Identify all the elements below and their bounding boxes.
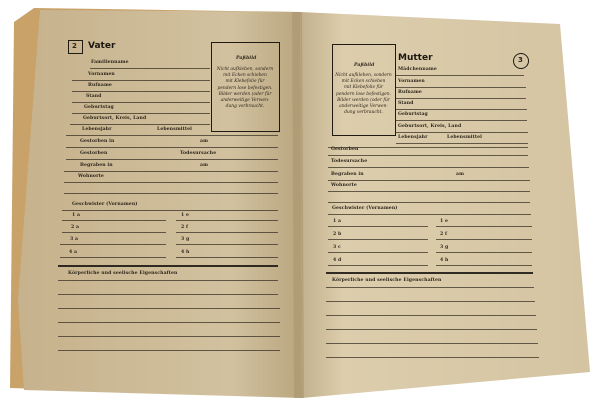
field-label-todesursache: Todesursache <box>180 151 217 156</box>
geschwister-2: 2 a <box>71 225 80 230</box>
geschwister-6: 2 f <box>440 232 448 237</box>
field-label-geburtsort: Geburtsort, Kreis, Land <box>83 116 147 121</box>
field-label-geburtsort: Geburtsort, Kreis, Land <box>398 124 462 129</box>
photo-box-text: Nicht aufkleben, sondern mit Ecken schieben mit Klebefolie für pendern lose befestigen. Bilder werden (oder für anderweitige Verwen- dung verbraucht. <box>335 73 392 116</box>
field-label-vornamen: Vornamen <box>398 79 425 84</box>
geschwister-label: Geschwister (Vornamen) <box>72 202 138 207</box>
geschwister-2: 2 b <box>333 232 342 237</box>
geschwister-4: 4 a <box>69 250 78 255</box>
geschwister-7: 3 g <box>440 245 449 250</box>
eigenschaften-label: Körperliche und seelische Eigenschaften <box>68 271 178 276</box>
field-label-lebensjahr: Lebensjahr <box>398 135 428 140</box>
geschwister-1: 1 a <box>333 219 342 224</box>
geschwister-5: 1 e <box>440 219 449 224</box>
field-label-gestorben-in: Gestorben in <box>80 139 115 144</box>
field-label-begraben-in: Begraben in <box>331 172 364 177</box>
field-label-stand: Stand <box>398 101 414 106</box>
field-label-begraben-in: Begraben in <box>80 163 113 168</box>
geschwister-1: 1 a <box>72 213 81 218</box>
page-number: 2 <box>72 42 77 50</box>
field-label-stand: Stand <box>86 94 102 99</box>
page-number: 3 <box>518 56 523 64</box>
field-label-gestorben-am: am <box>200 139 209 144</box>
geschwister-label: Geschwister (Vornamen) <box>332 206 398 211</box>
eigenschaften-label: Körperliche und seelische Eigenschaften <box>332 278 442 283</box>
geschwister-3: 3 c <box>333 245 341 250</box>
field-label-gestorben: Gestorben <box>80 151 108 156</box>
geschwister-4: 4 d <box>333 258 342 263</box>
field-label-rufname: Rufname <box>398 90 422 95</box>
section-divider <box>326 272 533 274</box>
field-label-lebensjahr: Lebensjahr <box>82 127 112 132</box>
photo-box-text: Nicht aufkleben, sondern mit Ecken schieben mit Klebefolie für pendern lose befestigen. Bilder werden (oder für anderweitige Verwen- dung verbraucht. <box>216 67 274 110</box>
geschwister-6: 2 f <box>181 225 189 230</box>
field-label-lebensmittel: Lebensmittel <box>447 135 482 140</box>
field-label-vornamen: Vornamen <box>88 72 115 77</box>
field-label-todesursache: Todesursache <box>331 159 368 164</box>
field-label-lebensmittel: Lebensmittel <box>157 127 192 132</box>
field-label-maedchenname: Mädchenname <box>398 67 437 72</box>
geschwister-5: 1 e <box>181 213 190 218</box>
field-label-begraben-am: am <box>200 163 209 168</box>
geschwister-8: 4 h <box>440 258 449 263</box>
photo-box-title: Paßbild <box>236 56 257 61</box>
page-heading: Mutter <box>398 53 433 63</box>
photo-box-title: Paßbild <box>354 63 375 68</box>
field-label-geburtstag: Geburtstag <box>398 112 428 117</box>
field-label-wohnorte: Wohnorte <box>78 174 104 179</box>
field-label-begraben-am: am <box>456 172 465 177</box>
geschwister-7: 3 g <box>181 237 190 242</box>
geschwister-8: 4 h <box>181 250 190 255</box>
field-label-rufname: Rufname <box>88 83 112 88</box>
field-label-wohnorte: Wohnorte <box>331 183 357 188</box>
page-heading: Vater <box>88 41 116 51</box>
field-label-familienname: Familienname <box>91 60 129 65</box>
geschwister-3: 3 a <box>70 237 79 242</box>
field-label-geburtstag: Geburtstag <box>84 105 114 110</box>
field-label-gestorben: Gestorben <box>331 147 359 152</box>
